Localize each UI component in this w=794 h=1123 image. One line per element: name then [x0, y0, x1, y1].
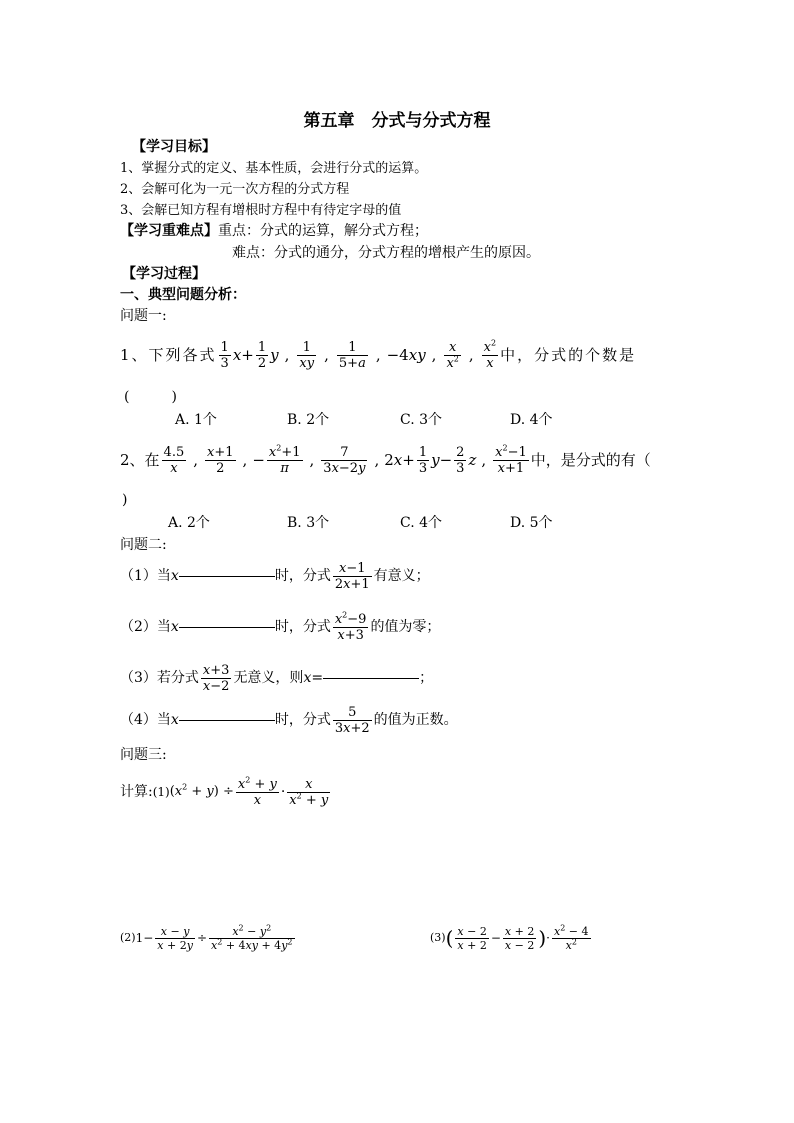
- objectives-heading: 【学习目标】: [132, 139, 216, 155]
- calc-1: 计算: (1) $(x^2 + y)$ ÷ $\frac{x^2 + y}{x}$ · x $x^2 + y$: [120, 775, 329, 808]
- fraction: $\frac{x^2 + y}{x}$: [237, 775, 277, 808]
- q1-prefix: 1、下列各式: [120, 346, 217, 364]
- section-heading: 一、典型问题分析：: [120, 287, 246, 303]
- process-heading: 【学习过程】: [122, 266, 206, 282]
- fraction: 5 3x+2: [334, 704, 370, 736]
- keypoints-line: [120, 222, 428, 240]
- problem1-question2: 2、在 4.5 x , x+1 2 , − $\frac{x^2+1}{\pi}$ , 7 3x−2y , 2x+ $\frac{1}{3}$ y − $\frac{2}{3}$ z , $x^2-1$ x+1 中，是分式的有（: [120, 443, 651, 476]
- problem2-item4: （4）当 x 时，分式 5 3x+2 的值为正数。: [120, 704, 458, 736]
- calc-label: 计算:: [120, 784, 153, 800]
- calc-2: (2) 1− $\frac{x - y}{x + 2y}$ ÷ $\frac{x^2 - y^2}{x^2 + 4xy + 4y^2}$: [120, 922, 293, 952]
- q1-paren: ( ): [124, 389, 177, 405]
- fraction: 4.5 x: [163, 444, 185, 476]
- fraction: x+1 2: [207, 444, 234, 476]
- fraction: $x^2-9$ x+3: [334, 610, 367, 643]
- fraction: x $x^2 + y$: [289, 776, 329, 808]
- answer-blank[interactable]: [179, 627, 275, 628]
- problem1-label: 问题一:: [120, 308, 167, 324]
- objective-item-1: 1、掌握分式的定义、基本性质，会进行分式的运算。: [120, 161, 428, 176]
- answer-blank[interactable]: [179, 720, 275, 721]
- fraction: 1 2: [257, 339, 267, 371]
- fraction: 1 3: [220, 339, 229, 371]
- item1-text-b: 时，分式: [274, 568, 331, 584]
- fraction: $\frac{1}{3}$: [418, 444, 428, 476]
- fraction: $x^2 - 4$ $x^2$: [553, 922, 589, 952]
- fraction: 7 3x−2y: [323, 444, 366, 476]
- page-title: 第五章 分式与分式方程: [303, 111, 491, 131]
- keypoints-focus: 重点：分式的运算，解分式方程；: [218, 223, 428, 239]
- fraction: 1 5+a: [338, 339, 366, 371]
- answer-blank[interactable]: [179, 576, 275, 577]
- problem2-label: 问题二:: [120, 537, 167, 553]
- objective-item-2: 2、会解可化为一元一次方程的分式方程: [120, 182, 350, 197]
- calc-3: (3) ( x − 2 x + 2 − $\frac{x + 2}{x - 2}$ ) · $x^2 - 4$ $x^2$: [430, 922, 589, 952]
- fraction: x − 2 x + 2: [457, 924, 487, 952]
- problem2-item3: （3）若分式 x+3 x−2 无意义，则 x = ；: [120, 662, 434, 694]
- item3-text-b: 无意义，则: [233, 670, 304, 686]
- q2-option-d: D. 5个: [510, 515, 553, 531]
- fraction: $\frac{x^2 - y^2}{x^2 + 4xy + 4y^2}$: [211, 922, 293, 952]
- objective-item-3: 3、会解已知方程有增根时方程中有待定字母的值: [120, 203, 402, 218]
- problem2-item1: （1）当 x 时，分式 x−1 2x+1 有意义；: [120, 560, 430, 592]
- q2-paren: ): [122, 492, 128, 508]
- fraction: $\frac{x + 2}{x - 2}$: [504, 924, 535, 952]
- item2-text-a: （2）当: [120, 619, 171, 635]
- fraction: $x^2-1$ x+1: [495, 443, 527, 476]
- problem2-item2: （2）当 x 时，分式 $x^2-9$ x+3 的值为零；: [120, 610, 441, 643]
- keypoints-heading: 【学习重难点】: [120, 223, 218, 239]
- q1-option-c: C. 3个: [400, 412, 443, 428]
- item2-text-c: 的值为零；: [370, 619, 441, 635]
- item1-text-a: （1）当: [120, 568, 171, 584]
- keypoints-difficulty: 难点：分式的通分，分式方程的增根产生的原因。: [232, 245, 540, 261]
- q2-prefix: 2、在: [120, 451, 160, 469]
- q1-option-d: D. 4个: [510, 412, 553, 428]
- problem3-label: 问题三:: [120, 747, 167, 763]
- item4-text-a: （4）当: [120, 712, 171, 728]
- problem1-question1: 1、下列各式 1 3 x + 1 2 y , 1 xy , 1 5+a , −4xy , x $x^2$ , $x^2$ x 中，分式的个数是: [120, 338, 637, 371]
- q2-option-b: B. 3个: [287, 515, 330, 531]
- q2-option-a: A. 2个: [168, 515, 210, 531]
- calc-1-label: (1): [152, 785, 170, 799]
- q2-option-c: C. 4个: [400, 515, 443, 531]
- q1-suffix: 中，分式的个数是: [500, 346, 637, 364]
- fraction: x+3 x−2: [202, 662, 230, 694]
- answer-blank[interactable]: [323, 678, 419, 679]
- q1-option-b: B. 2个: [287, 412, 330, 428]
- calc-3-label: (3): [430, 931, 446, 944]
- item2-text-b: 时，分式: [274, 619, 331, 635]
- q2-suffix: 中，是分式的有（: [530, 451, 651, 469]
- fraction: 1 xy: [299, 339, 315, 371]
- q1-option-a: A. 1个: [175, 412, 217, 428]
- item1-text-c: 有意义；: [373, 568, 430, 584]
- fraction: x $x^2$: [446, 339, 459, 371]
- fraction: $\frac{x^2+1}{\pi}$: [268, 443, 301, 476]
- calc-2-label: (2): [120, 931, 136, 944]
- fraction: x−1 2x+1: [334, 560, 370, 592]
- item4-text-b: 时，分式: [274, 712, 331, 728]
- item3-text-c: ；: [419, 670, 434, 686]
- fraction: $x^2$ x: [483, 338, 497, 371]
- item3-text-a: （3）若分式: [120, 670, 199, 686]
- item4-text-c: 的值为正数。: [373, 712, 458, 728]
- fraction: $\frac{2}{3}$: [456, 444, 465, 476]
- fraction: $\frac{x - y}{x + 2y}$: [157, 924, 193, 952]
